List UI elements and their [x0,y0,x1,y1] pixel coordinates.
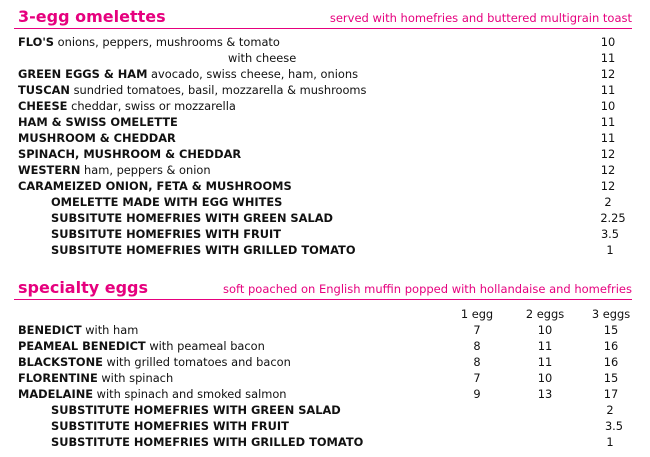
menu-item-blackstone [18,354,632,370]
item-price: 11 [600,115,616,129]
item-name: SUBSTITUTE HOMEFRIES WITH GREEN SALAD [51,403,341,417]
item-desc: with peameal bacon [149,339,265,353]
price-2-eggs: 11 [537,339,553,353]
menu-item-spinach-mushroom-cheddar [18,146,632,162]
menu-item-florentine [18,370,632,386]
omelettes-title: 3-egg omelettes [18,7,166,26]
specialty-header [14,277,632,300]
item-name: GREEN EGGS & HAM [18,67,148,81]
price-3-eggs: 17 [603,387,619,401]
item-name: FLO'S [18,35,55,49]
menu-item-ham-swiss [18,114,632,130]
item-name: CARAMEIZED ONION, FETA & MUSHROOMS [18,179,292,193]
item-name: SUBSTITUTE HOMEFRIES WITH GRILLED TOMATO [51,435,364,449]
item-desc: sundried tomatoes, basil, mozzarella & mushrooms [73,83,367,97]
specialty-title: specialty eggs [18,278,149,297]
item-price: 1 [606,243,614,257]
item-price: 3.5 [604,419,624,433]
item-price: 12 [600,163,616,177]
menu-item-caramelized-onion [18,178,632,194]
item-name: MADELAINE [18,387,94,401]
item-desc: with cheese [228,51,297,65]
price-3-eggs: 15 [603,371,619,385]
item-price: 1 [606,435,614,449]
menu-addon-grilled-tomato [18,242,632,258]
item-name: SUBSITUTE HOMEFRIES WITH FRUIT [51,227,282,241]
item-desc: cheddar, swiss or mozzarella [71,99,236,113]
item-desc: with grilled tomatoes and bacon [106,355,291,369]
item-desc: with ham [85,323,139,337]
col-header-3-eggs: 3 eggs [591,307,631,321]
item-name: SUBSITUTE HOMEFRIES WITH GREEN SALAD [51,211,333,225]
specialty-note: soft poached on English muffin popped with hollandaise and homefries [222,282,632,296]
price-2-eggs: 11 [537,355,553,369]
price-2-eggs: 10 [537,371,553,385]
price-1-egg: 7 [473,371,481,385]
menu-item-flos-with-cheese [18,50,632,66]
menu-item-flos [18,34,632,50]
item-desc: onions, peppers, mushrooms & tomato [57,35,280,49]
price-1-egg: 7 [473,323,481,337]
item-price: 10 [600,35,616,49]
item-price: 2.25 [600,211,626,225]
item-name: SUBSTITUTE HOMEFRIES WITH FRUIT [51,419,289,433]
menu-item-madelaine [18,386,632,402]
price-2-eggs: 13 [537,387,553,401]
specialty-addon-fruit [18,418,632,434]
price-1-egg: 8 [473,355,481,369]
item-name: HAM & SWISS OMELETTE [18,115,178,129]
item-name: MUSHROOM & CHEDDAR [18,131,176,145]
item-price: 11 [600,131,616,145]
item-name: BLACKSTONE [18,355,103,369]
specialty-addon-green-salad [18,402,632,418]
item-desc: with spinach and smoked salmon [96,387,287,401]
menu-item-tuscan [18,82,632,98]
item-name: TUSCAN [18,83,70,97]
item-price: 12 [600,147,616,161]
menu-item-green-eggs-ham [18,66,632,82]
omelettes-note: served with homefries and buttered multigrain toast [329,11,632,25]
item-name: OMELETTE MADE WITH EGG WHITES [51,195,283,209]
item-name: SPINACH, MUSHROOM & CHEDDAR [18,147,242,161]
item-name: PEAMEAL BENEDICT [18,339,146,353]
item-price: 11 [600,51,616,65]
menu-addon-egg-whites [18,194,632,210]
item-name: SUBSITUTE HOMEFRIES WITH GRILLED TOMATO [51,243,356,257]
price-3-eggs: 15 [603,323,619,337]
item-price: 2 [606,403,614,417]
price-1-egg: 9 [473,387,481,401]
menu-addon-green-salad [18,210,632,226]
item-price: 12 [600,67,616,81]
item-name: CHEESE [18,99,68,113]
item-desc: ham, peppers & onion [84,163,211,177]
price-3-eggs: 16 [603,355,619,369]
item-name: BENEDICT [18,323,82,337]
item-price: 3.5 [600,227,620,241]
omelettes-header [14,6,632,29]
item-price: 10 [600,99,616,113]
item-name: FLORENTINE [18,371,98,385]
menu-item-benedict [18,322,632,338]
menu-addon-fruit [18,226,632,242]
item-desc: with spinach [101,371,174,385]
col-header-2-eggs: 2 eggs [525,307,565,321]
price-2-eggs: 10 [537,323,553,337]
price-1-egg: 8 [473,339,481,353]
menu-item-peameal-benedict [18,338,632,354]
menu-item-mushroom-cheddar [18,130,632,146]
col-header-1-egg: 1 egg [460,307,494,321]
item-name: WESTERN [18,163,81,177]
item-price: 12 [600,179,616,193]
item-price: 11 [600,83,616,97]
specialty-addon-grilled-tomato [18,434,632,450]
price-3-eggs: 16 [603,339,619,353]
item-price: 2 [604,195,612,209]
menu-item-cheese [18,98,632,114]
item-desc: avocado, swiss cheese, ham, onions [151,67,359,81]
menu-item-western [18,162,632,178]
